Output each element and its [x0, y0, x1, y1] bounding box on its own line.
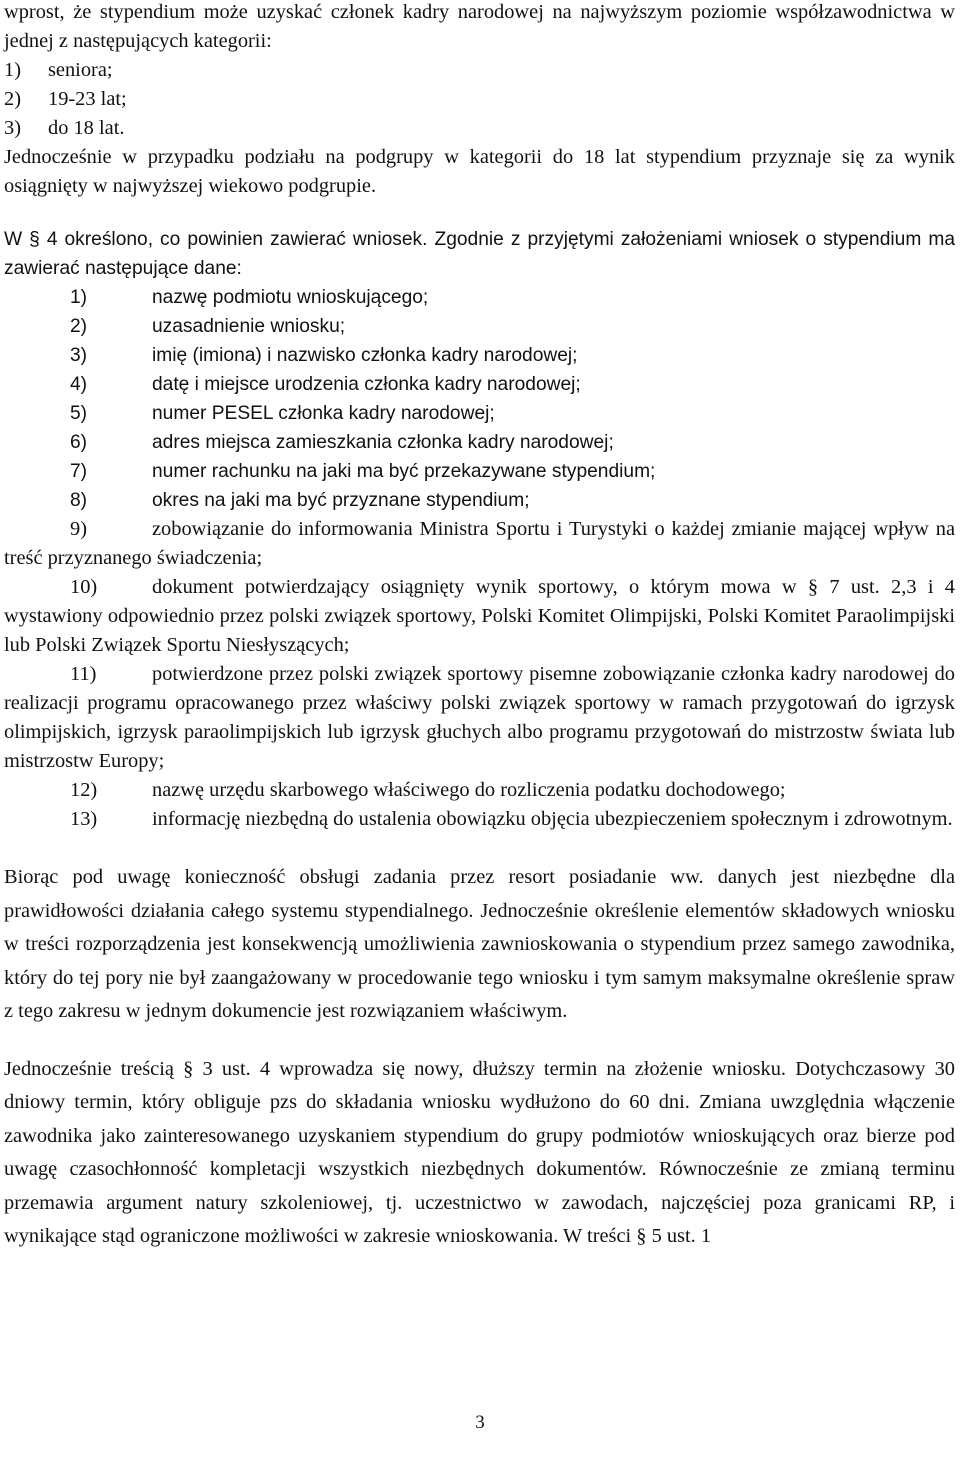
- item-number: 3): [70, 345, 88, 366]
- list-item: [4, 486, 955, 515]
- paragraph-justification: Biorąc pod uwagę konieczność obsługi zadania przez resort posiadanie ww. danych jest niezbędne dla prawidłowości działania całego systemu stypendialnego. Jednocześnie określenie elementów składowych wniosku w treści rozporządzenia jest konsekwencją umożliwienia zawnioskowania o stypendium przez samego zawodnika, który do tej pory nie był zaangażowany w procedowanie tego wniosku i tym samym maksymalne określenie spraw z tego zakresu w jednym dokumencie jest rozwiązaniem właściwym.: [4, 866, 955, 1022]
- category-number: 1): [4, 59, 21, 81]
- item-number: 7): [70, 461, 88, 482]
- category-number: 2): [4, 88, 21, 110]
- item-number: 6): [70, 432, 88, 453]
- application-requirements-continued: [4, 515, 955, 834]
- list-item: [4, 660, 955, 776]
- categories-list: [4, 56, 955, 143]
- item-number: 4): [70, 374, 88, 395]
- category-item: [4, 85, 955, 114]
- item-text: numer PESEL członka kadry narodowej;: [152, 403, 495, 424]
- list-item: [4, 776, 955, 805]
- list-item: [4, 457, 955, 486]
- application-requirements: [4, 225, 955, 515]
- item-text: zobowiązanie do informowania Ministra Sportu i Turystyki o każdej zmianie mającej wpływ na treść przyznanego świadczenia;: [4, 518, 955, 569]
- item-text: okres na jaki ma być przyznane stypendium;: [152, 490, 530, 511]
- category-item: [4, 114, 955, 143]
- item-number: 9): [70, 518, 87, 540]
- item-text: nazwę urzędu skarbowego właściwego do rozliczenia podatku dochodowego;: [152, 779, 786, 801]
- item-text: potwierdzone przez polski związek sportowy pisemne zobowiązanie członka kadry narodowej do realizacji programu opracowanego przez właściwy polski związek sportowy w ramach przygotowań do igrzysk olimpijskich, igrzysk paraolimpijskich lub igrzysk głuchych albo programu przygotowań do mistrzostw świata lub mistrzostw Europy;: [4, 663, 955, 772]
- item-number: 10): [70, 576, 98, 598]
- item-text: imię (imiona) i nazwisko członka kadry narodowej;: [152, 345, 578, 366]
- item-text: numer rachunku na jaki ma być przekazywane stypendium;: [152, 461, 656, 482]
- item-text: nazwę podmiotu wnioskującego;: [152, 287, 429, 308]
- category-text: 19-23 lat;: [48, 88, 127, 110]
- list-item: [4, 312, 955, 341]
- item-number: 2): [70, 316, 88, 337]
- list-item: [4, 805, 955, 834]
- list-item: [4, 515, 955, 573]
- item-text: informację niezbędną do ustalenia obowiązku objęcia ubezpieczeniem społecznym i zdrowotnym.: [152, 808, 953, 830]
- category-number: 3): [4, 117, 21, 139]
- list-item: [4, 283, 955, 312]
- paragraph-deadline: Jednocześnie treścią § 3 ust. 4 wprowadza się nowy, dłuższy termin na złożenie wniosku. Dotychczasowy 30 dniowy termin, który obliguje pzs do składania wniosku wydłużono do 60 dni. Zmiana uwzględnia włączenie zawodnika jako zainteresowanego uzyskaniem stypendium do grupy podmiotów wnioskujących oraz bierze pod uwagę czasochłonność kompletacji wszystkich niezbędnych dokumentów. Równocześnie ze zmianą terminu przemawia argument natury szkoleniowej, tj. uczestnictwo w zawodach, najczęściej poza granicami RP, i wynikające stąd ograniczone możliwości w zakresie wnioskowania. W treści § 5 ust. 1: [4, 1057, 955, 1247]
- category-text: seniora;: [48, 59, 113, 81]
- item-number: 12): [70, 779, 98, 801]
- item-number: 5): [70, 403, 88, 424]
- list-item: [4, 428, 955, 457]
- categories-intro: wprost, że stypendium może uzyskać członek kadry narodowej na najwyższym poziomie współzawodnictwa w jednej z następujących kategorii:: [4, 1, 955, 52]
- item-number: 8): [70, 490, 88, 511]
- categories-outro: Jednocześnie w przypadku podziału na podgrupy w kategorii do 18 lat stypendium przyznaje się za wynik osiągnięty w najwyższej wiekowo podgrupie.: [4, 146, 955, 197]
- page-number: 3: [475, 1412, 485, 1433]
- item-number: 13): [70, 808, 98, 830]
- list-item: [4, 370, 955, 399]
- list-item: [4, 399, 955, 428]
- item-text: uzasadnienie wniosku;: [152, 316, 346, 337]
- item-text: datę i miejsce urodzenia członka kadry narodowej;: [152, 374, 581, 395]
- list-item: [4, 341, 955, 370]
- item-text: dokument potwierdzający osiągnięty wynik sportowy, o którym mowa w § 7 ust. 2,3 i 4 wystawiony odpowiednio przez polski związek sportowy, Polski Komitet Olimpijski, Polski Komitet Paraolimpijski lub Polski Związek Sportu Niesłyszących;: [4, 576, 955, 656]
- document-page: [4, 0, 955, 1254]
- category-text: do 18 lat.: [48, 117, 125, 139]
- list-item: [4, 573, 955, 660]
- item-text: adres miejsca zamieszkania członka kadry narodowej;: [152, 432, 614, 453]
- item-number: 11): [70, 663, 97, 685]
- category-item: [4, 56, 955, 85]
- item-number: 1): [70, 287, 88, 308]
- requirements-intro: W § 4 określono, co powinien zawierać wniosek. Zgodnie z przyjętymi założeniami wniosek o stypendium ma zawierać następujące dane:: [4, 229, 955, 279]
